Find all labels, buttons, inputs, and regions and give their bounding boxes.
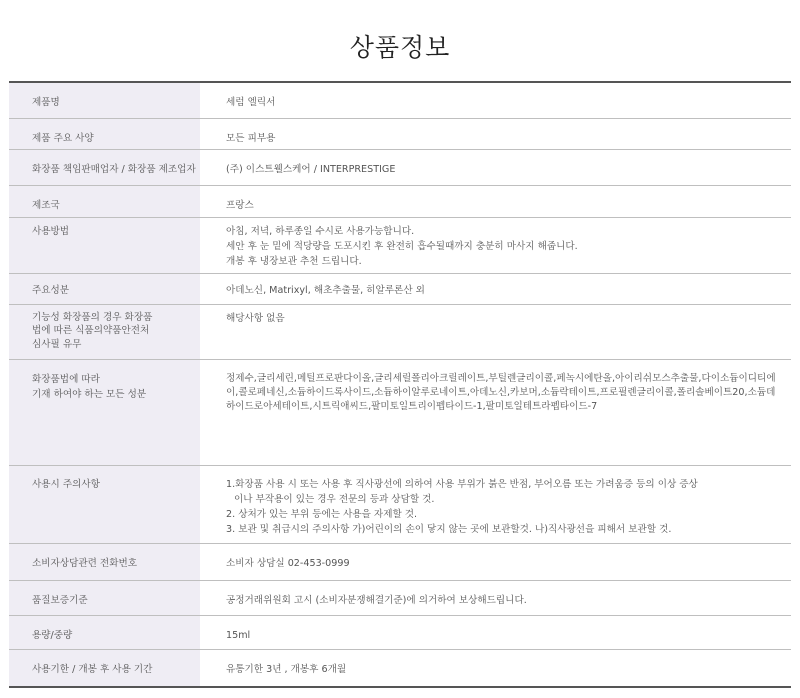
- row-value: [200, 149, 791, 185]
- value-line: 15ml: [226, 629, 251, 641]
- value-line: 공정거래위원회 고시 (소비자분쟁해결기준)에 의거하여 보상해드립니다.: [226, 594, 527, 606]
- row-label: [9, 359, 200, 465]
- row-label: [9, 185, 200, 217]
- label-line: 소비자상담관련 전화번호: [32, 557, 137, 569]
- value-line: (주) 이스트웰스케어 / INTERPRESTIGE: [226, 163, 396, 175]
- row-label: [9, 543, 200, 580]
- label-line: 기능성 화장품의 경우 화장품: [32, 311, 153, 323]
- table-row: [9, 149, 791, 185]
- label-line: 화장품 책임판매업자 / 화장품 제조업자: [32, 163, 196, 175]
- product-info-table: [9, 81, 791, 688]
- row-value: [200, 304, 791, 359]
- label-line: 심사필 유무: [32, 338, 82, 350]
- row-label: [9, 273, 200, 304]
- value-line: 모든 피부용: [226, 132, 276, 144]
- value-line: 1.화장품 사용 시 또는 사용 후 직사광선에 의하여 사용 부위가 붉은 반점, 부어오름 또는 가려움증 등의 이상 증상: [226, 478, 698, 490]
- row-label: [9, 465, 200, 543]
- table-row: [9, 304, 791, 359]
- row-label: [9, 304, 200, 359]
- label-line: 기재 하여야 하는 모든 성분: [32, 388, 147, 400]
- label-line: 사용방법: [32, 225, 70, 237]
- label-line: 제품명: [32, 97, 60, 108]
- table-row: [9, 359, 791, 465]
- row-value: [200, 359, 791, 465]
- table-row: [9, 273, 791, 304]
- value-line: 프랑스: [226, 199, 254, 211]
- table-row: [9, 543, 791, 580]
- row-value: [200, 118, 791, 149]
- label-line: 사용시 주의사항: [32, 478, 100, 490]
- row-value: [200, 580, 791, 615]
- row-value: [200, 615, 791, 649]
- table-row: [9, 185, 791, 217]
- row-label: [9, 217, 200, 273]
- value-line: 3. 보관 및 취급시의 주의사항 가)어린이의 손이 닿지 않는 곳에 보관할것. 나)직사광선을 피해서 보관할 것.: [226, 523, 672, 535]
- label-line: 주요성분: [32, 284, 70, 296]
- table-row: [9, 615, 791, 649]
- value-line: 세럼 엘릭서: [226, 97, 276, 108]
- row-value: [200, 217, 791, 273]
- value-line: 아데노신, Matrixyl, 해초추출물, 히알루론산 외: [226, 284, 425, 296]
- label-line: 용량/중량: [32, 629, 73, 641]
- row-label: [9, 82, 200, 118]
- table-row: [9, 465, 791, 543]
- row-label: [9, 149, 200, 185]
- label-line: 사용기한 / 개봉 후 사용 기간: [32, 663, 153, 675]
- table-row: [9, 649, 791, 687]
- row-value: [200, 82, 791, 118]
- ingredients-text: 정제수,글리세린,메틸프로판다이올,글리세릴폴리아크릴레이트,부틸렌글리이콜,페녹시에탄올,아이리쉬모스추출물,다이소듐이디티에이,콜로페네신,소듐하이드록사이드,소듐하이알루로네이트,아데노신,카보머,소듐락테이트,프로필렌글리이콜,폴리솔베이트20,소듐데하이드로아세테이트,시트릭애씨드,팔미토일트리이펩타이드-1,팔미토일테트라펩타이드-7: [226, 372, 776, 412]
- label-line: 화장품법에 따라: [32, 373, 100, 385]
- row-label: [9, 615, 200, 649]
- row-label: [9, 118, 200, 149]
- table-row: [9, 580, 791, 615]
- row-value: [200, 185, 791, 217]
- value-line: 아침, 저녁, 하루종일 수시로 사용가능합니다.: [226, 225, 415, 237]
- value-line: 2. 상처가 있는 부위 등에는 사용을 자제할 것.: [226, 508, 418, 520]
- value-line: 이나 부작용이 있는 경우 전문의 등과 상담할 것.: [234, 493, 435, 505]
- table-row: [9, 82, 791, 118]
- label-line: 제품 주요 사양: [32, 132, 94, 144]
- row-value: [200, 465, 791, 543]
- page-title: 상품정보: [349, 33, 451, 62]
- value-line: 유통기한 3년 , 개봉후 6개월: [226, 663, 347, 675]
- value-line: 개봉 후 냉장보관 추천 드립니다.: [226, 255, 362, 267]
- row-label: [9, 649, 200, 687]
- row-label: [9, 580, 200, 615]
- value-line: 세안 후 눈 밑에 적당량을 도포시킨 후 완전히 흡수될때까지 충분히 마사지 해줍니다.: [226, 240, 578, 252]
- value-line: 소비자 상담실 02-453-0999: [226, 557, 350, 569]
- row-value: [200, 273, 791, 304]
- table-row: [9, 118, 791, 149]
- label-line: 제조국: [32, 199, 60, 211]
- row-value: [200, 649, 791, 687]
- row-value: [200, 543, 791, 580]
- value-line: 해당사항 없음: [226, 312, 285, 324]
- label-line: 법에 따른 식품의약품안전처: [32, 325, 150, 336]
- table-row: [9, 217, 791, 273]
- label-line: 품질보증기준: [32, 594, 88, 606]
